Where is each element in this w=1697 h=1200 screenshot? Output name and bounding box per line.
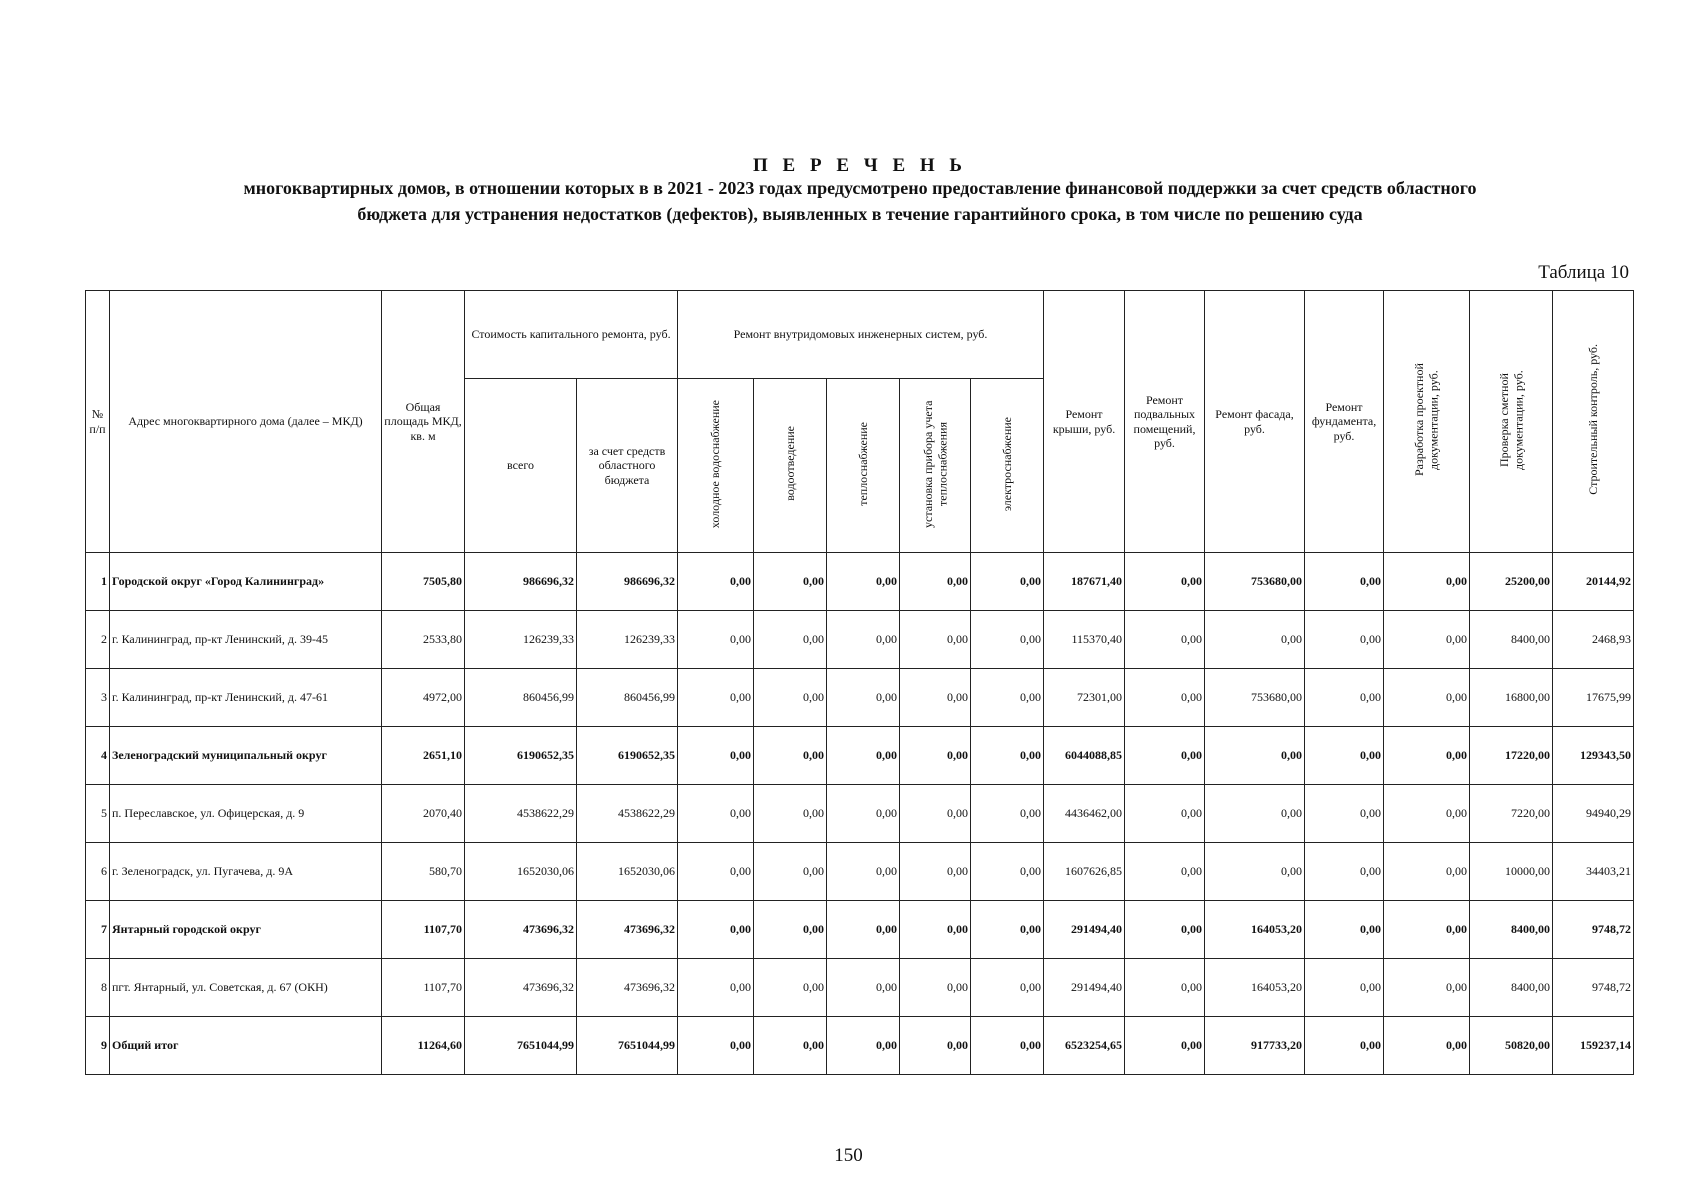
- header-roof: Ремонт крыши, руб.: [1044, 291, 1125, 553]
- header-drainage-label: водоотведение: [782, 426, 797, 502]
- cell-basement: 0,00: [1125, 727, 1205, 785]
- cell-foundation: 0,00: [1305, 901, 1384, 959]
- cell-drainage: 0,00: [754, 611, 827, 669]
- cell-roof: 115370,40: [1044, 611, 1125, 669]
- cell-budget: 986696,32: [577, 553, 678, 611]
- header-cold-water-label: холодное водоснабжение: [708, 399, 723, 528]
- cell-estimate-check: 10000,00: [1470, 843, 1553, 901]
- cell-area: 2651,10: [382, 727, 465, 785]
- cell-construction-control: 20144,92: [1553, 553, 1634, 611]
- cell-foundation: 0,00: [1305, 959, 1384, 1017]
- cell-n: 7: [86, 901, 110, 959]
- header-address: Адрес многоквартирного дома (далее – МКД): [110, 291, 382, 553]
- header-electricity-label: электроснабжение: [999, 416, 1014, 511]
- cell-project-docs: 0,00: [1384, 959, 1470, 1017]
- header-area: Общая площадь МКД, кв. м: [382, 291, 465, 553]
- header-cold-water: [678, 379, 754, 553]
- cell-project-docs: 0,00: [1384, 553, 1470, 611]
- cell-address: Янтарный городской округ: [110, 901, 382, 959]
- cell-cold-water: 0,00: [678, 785, 754, 843]
- cell-cold-water: 0,00: [678, 727, 754, 785]
- header-total: всего: [465, 379, 577, 553]
- cell-area: 11264,60: [382, 1017, 465, 1075]
- cell-construction-control: 2468,93: [1553, 611, 1634, 669]
- cell-area: 2533,80: [382, 611, 465, 669]
- cell-budget: 126239,33: [577, 611, 678, 669]
- cell-drainage: 0,00: [754, 785, 827, 843]
- cell-heat-meter: 0,00: [900, 727, 971, 785]
- cell-heat-meter: 0,00: [900, 1017, 971, 1075]
- header-capital-cost: Стоимость капитального ремонта, руб.: [465, 291, 678, 379]
- cell-construction-control: 9748,72: [1553, 959, 1634, 1017]
- cell-estimate-check: 8400,00: [1470, 611, 1553, 669]
- cell-heating: 0,00: [827, 1017, 900, 1075]
- cell-electricity: 0,00: [971, 843, 1044, 901]
- header-heating-label: теплоснабжение: [855, 421, 870, 506]
- cell-total: 860456,99: [465, 669, 577, 727]
- table-row: [86, 959, 1634, 1017]
- cell-estimate-check: 7220,00: [1470, 785, 1553, 843]
- cell-electricity: 0,00: [971, 1017, 1044, 1075]
- table-row: [86, 843, 1634, 901]
- cell-drainage: 0,00: [754, 669, 827, 727]
- cell-total: 4538622,29: [465, 785, 577, 843]
- cell-cold-water: 0,00: [678, 901, 754, 959]
- cell-total: 473696,32: [465, 959, 577, 1017]
- cell-basement: 0,00: [1125, 669, 1205, 727]
- cell-roof: 187671,40: [1044, 553, 1125, 611]
- cell-facade: 753680,00: [1205, 669, 1305, 727]
- cell-cold-water: 0,00: [678, 1017, 754, 1075]
- cell-n: 3: [86, 669, 110, 727]
- cell-roof: 291494,40: [1044, 959, 1125, 1017]
- cell-budget: 1652030,06: [577, 843, 678, 901]
- cell-address: г. Зеленоградск, ул. Пугачева, д. 9А: [110, 843, 382, 901]
- cell-n: 6: [86, 843, 110, 901]
- cell-drainage: 0,00: [754, 1017, 827, 1075]
- cell-foundation: 0,00: [1305, 843, 1384, 901]
- cell-electricity: 0,00: [971, 959, 1044, 1017]
- cell-basement: 0,00: [1125, 785, 1205, 843]
- cell-budget: 7651044,99: [577, 1017, 678, 1075]
- cell-roof: 72301,00: [1044, 669, 1125, 727]
- table-row: [86, 901, 1634, 959]
- cell-drainage: 0,00: [754, 727, 827, 785]
- cell-construction-control: 9748,72: [1553, 901, 1634, 959]
- cell-facade: 0,00: [1205, 785, 1305, 843]
- cell-heating: 0,00: [827, 843, 900, 901]
- header-construction-control-label: Строительный контроль, руб.: [1585, 344, 1600, 496]
- header-heating: [827, 379, 900, 553]
- cell-total: 1652030,06: [465, 843, 577, 901]
- table-row: [86, 785, 1634, 843]
- cell-estimate-check: 8400,00: [1470, 959, 1553, 1017]
- cell-foundation: 0,00: [1305, 727, 1384, 785]
- cell-cold-water: 0,00: [678, 959, 754, 1017]
- cell-facade: 0,00: [1205, 611, 1305, 669]
- cell-heat-meter: 0,00: [900, 785, 971, 843]
- cell-heating: 0,00: [827, 611, 900, 669]
- document-subtitle-line2: бюджета для устранения недостатков (дефектов), выявленных в течение гарантийного срока, в том числе по решению суда: [357, 204, 1363, 224]
- cell-budget: 473696,32: [577, 959, 678, 1017]
- cell-project-docs: 0,00: [1384, 843, 1470, 901]
- cell-heat-meter: 0,00: [900, 611, 971, 669]
- cell-construction-control: 159237,14: [1553, 1017, 1634, 1075]
- cell-basement: 0,00: [1125, 959, 1205, 1017]
- table-row: [86, 669, 1634, 727]
- cell-address: Зеленоградский муниципальный округ: [110, 727, 382, 785]
- cell-estimate-check: 8400,00: [1470, 901, 1553, 959]
- cell-cold-water: 0,00: [678, 553, 754, 611]
- cell-foundation: 0,00: [1305, 1017, 1384, 1075]
- document-title: П Е Р Е Ч Е Н Ь: [753, 155, 967, 176]
- cell-foundation: 0,00: [1305, 553, 1384, 611]
- cell-electricity: 0,00: [971, 901, 1044, 959]
- header-project-docs: [1384, 291, 1470, 553]
- cell-address: Общий итог: [110, 1017, 382, 1075]
- cell-area: 1107,70: [382, 901, 465, 959]
- cell-foundation: 0,00: [1305, 669, 1384, 727]
- header-estimate-check: [1470, 291, 1553, 553]
- header-foundation: Ремонт фундамента, руб.: [1305, 291, 1384, 553]
- cell-area: 580,70: [382, 843, 465, 901]
- cell-cold-water: 0,00: [678, 669, 754, 727]
- cell-n: 8: [86, 959, 110, 1017]
- cell-electricity: 0,00: [971, 727, 1044, 785]
- cell-total: 7651044,99: [465, 1017, 577, 1075]
- cell-electricity: 0,00: [971, 785, 1044, 843]
- cell-project-docs: 0,00: [1384, 785, 1470, 843]
- header-basement: Ремонт подвальных помещений, руб.: [1125, 291, 1205, 553]
- cell-total: 6190652,35: [465, 727, 577, 785]
- cell-estimate-check: 50820,00: [1470, 1017, 1553, 1075]
- cell-address: п. Переславское, ул. Офицерская, д. 9: [110, 785, 382, 843]
- cell-total: 126239,33: [465, 611, 577, 669]
- cell-roof: 4436462,00: [1044, 785, 1125, 843]
- cell-facade: 164053,20: [1205, 901, 1305, 959]
- cell-heating: 0,00: [827, 727, 900, 785]
- table-label: Таблица 10: [1538, 262, 1629, 283]
- cell-drainage: 0,00: [754, 959, 827, 1017]
- cell-facade: 164053,20: [1205, 959, 1305, 1017]
- header-drainage: [754, 379, 827, 553]
- cell-heating: 0,00: [827, 553, 900, 611]
- cell-cold-water: 0,00: [678, 843, 754, 901]
- cell-address: г. Калининград, пр-кт Ленинский, д. 39-45: [110, 611, 382, 669]
- cell-roof: 6044088,85: [1044, 727, 1125, 785]
- cell-n: 2: [86, 611, 110, 669]
- cell-budget: 860456,99: [577, 669, 678, 727]
- page-number: 150: [834, 1145, 863, 1166]
- header-heat-meter: [900, 379, 971, 553]
- cell-construction-control: 17675,99: [1553, 669, 1634, 727]
- cell-cold-water: 0,00: [678, 611, 754, 669]
- cell-address: Городской округ «Город Калининград»: [110, 553, 382, 611]
- header-engineering: Ремонт внутридомовых инженерных систем, руб.: [678, 291, 1044, 379]
- cell-n: 4: [86, 727, 110, 785]
- header-electricity: [971, 379, 1044, 553]
- document-subtitle-line1: многоквартирных домов, в отношении которых в в 2021 - 2023 годах предусмотрено предоставление финансовой поддержки за счет средств областного: [243, 178, 1477, 198]
- cell-basement: 0,00: [1125, 611, 1205, 669]
- header-regional-budget: за счет средств областного бюджета: [577, 379, 678, 553]
- table-row: [86, 727, 1634, 785]
- header-estimate-check-label: Проверка сметной документации, руб.: [1496, 369, 1526, 470]
- cell-project-docs: 0,00: [1384, 1017, 1470, 1075]
- cell-n: 9: [86, 1017, 110, 1075]
- header-construction-control: [1553, 291, 1634, 553]
- cell-roof: 291494,40: [1044, 901, 1125, 959]
- cell-area: 1107,70: [382, 959, 465, 1017]
- cell-drainage: 0,00: [754, 843, 827, 901]
- cell-address: г. Калининград, пр-кт Ленинский, д. 47-61: [110, 669, 382, 727]
- cell-total: 986696,32: [465, 553, 577, 611]
- cell-foundation: 0,00: [1305, 785, 1384, 843]
- cell-area: 2070,40: [382, 785, 465, 843]
- cell-facade: 917733,20: [1205, 1017, 1305, 1075]
- cell-facade: 753680,00: [1205, 553, 1305, 611]
- cell-heating: 0,00: [827, 669, 900, 727]
- cell-n: 5: [86, 785, 110, 843]
- cell-heating: 0,00: [827, 785, 900, 843]
- cell-basement: 0,00: [1125, 901, 1205, 959]
- cell-construction-control: 94940,29: [1553, 785, 1634, 843]
- cell-heating: 0,00: [827, 959, 900, 1017]
- cell-heat-meter: 0,00: [900, 843, 971, 901]
- table-row: [86, 553, 1634, 611]
- cell-budget: 473696,32: [577, 901, 678, 959]
- cell-area: 7505,80: [382, 553, 465, 611]
- cell-n: 1: [86, 553, 110, 611]
- cell-estimate-check: 25200,00: [1470, 553, 1553, 611]
- cell-project-docs: 0,00: [1384, 727, 1470, 785]
- cell-foundation: 0,00: [1305, 611, 1384, 669]
- cell-heat-meter: 0,00: [900, 959, 971, 1017]
- cell-drainage: 0,00: [754, 553, 827, 611]
- header-heat-meter-label: установка прибора учета теплоснабжения: [920, 400, 949, 528]
- cell-estimate-check: 16800,00: [1470, 669, 1553, 727]
- header-facade: Ремонт фасада, руб.: [1205, 291, 1305, 553]
- cell-construction-control: 34403,21: [1553, 843, 1634, 901]
- cell-electricity: 0,00: [971, 553, 1044, 611]
- cell-address: пгт. Янтарный, ул. Советская, д. 67 (ОКН): [110, 959, 382, 1017]
- header-project-docs-label: Разработка проектной документации, руб.: [1412, 363, 1441, 477]
- cell-electricity: 0,00: [971, 611, 1044, 669]
- cell-basement: 0,00: [1125, 553, 1205, 611]
- cell-facade: 0,00: [1205, 727, 1305, 785]
- cell-heat-meter: 0,00: [900, 553, 971, 611]
- cell-budget: 6190652,35: [577, 727, 678, 785]
- table-row: [86, 611, 1634, 669]
- cell-electricity: 0,00: [971, 669, 1044, 727]
- cell-project-docs: 0,00: [1384, 669, 1470, 727]
- cell-drainage: 0,00: [754, 901, 827, 959]
- cell-estimate-check: 17220,00: [1470, 727, 1553, 785]
- table-row: [86, 1017, 1634, 1075]
- cell-total: 473696,32: [465, 901, 577, 959]
- cell-budget: 4538622,29: [577, 785, 678, 843]
- cell-project-docs: 0,00: [1384, 611, 1470, 669]
- cell-heating: 0,00: [827, 901, 900, 959]
- cell-area: 4972,00: [382, 669, 465, 727]
- header-no: № п/п: [86, 291, 110, 553]
- cell-roof: 1607626,85: [1044, 843, 1125, 901]
- cell-facade: 0,00: [1205, 843, 1305, 901]
- houses-table: [85, 290, 1634, 1075]
- cell-project-docs: 0,00: [1384, 901, 1470, 959]
- cell-heat-meter: 0,00: [900, 901, 971, 959]
- cell-heat-meter: 0,00: [900, 669, 971, 727]
- cell-construction-control: 129343,50: [1553, 727, 1634, 785]
- cell-basement: 0,00: [1125, 843, 1205, 901]
- cell-roof: 6523254,65: [1044, 1017, 1125, 1075]
- cell-basement: 0,00: [1125, 1017, 1205, 1075]
